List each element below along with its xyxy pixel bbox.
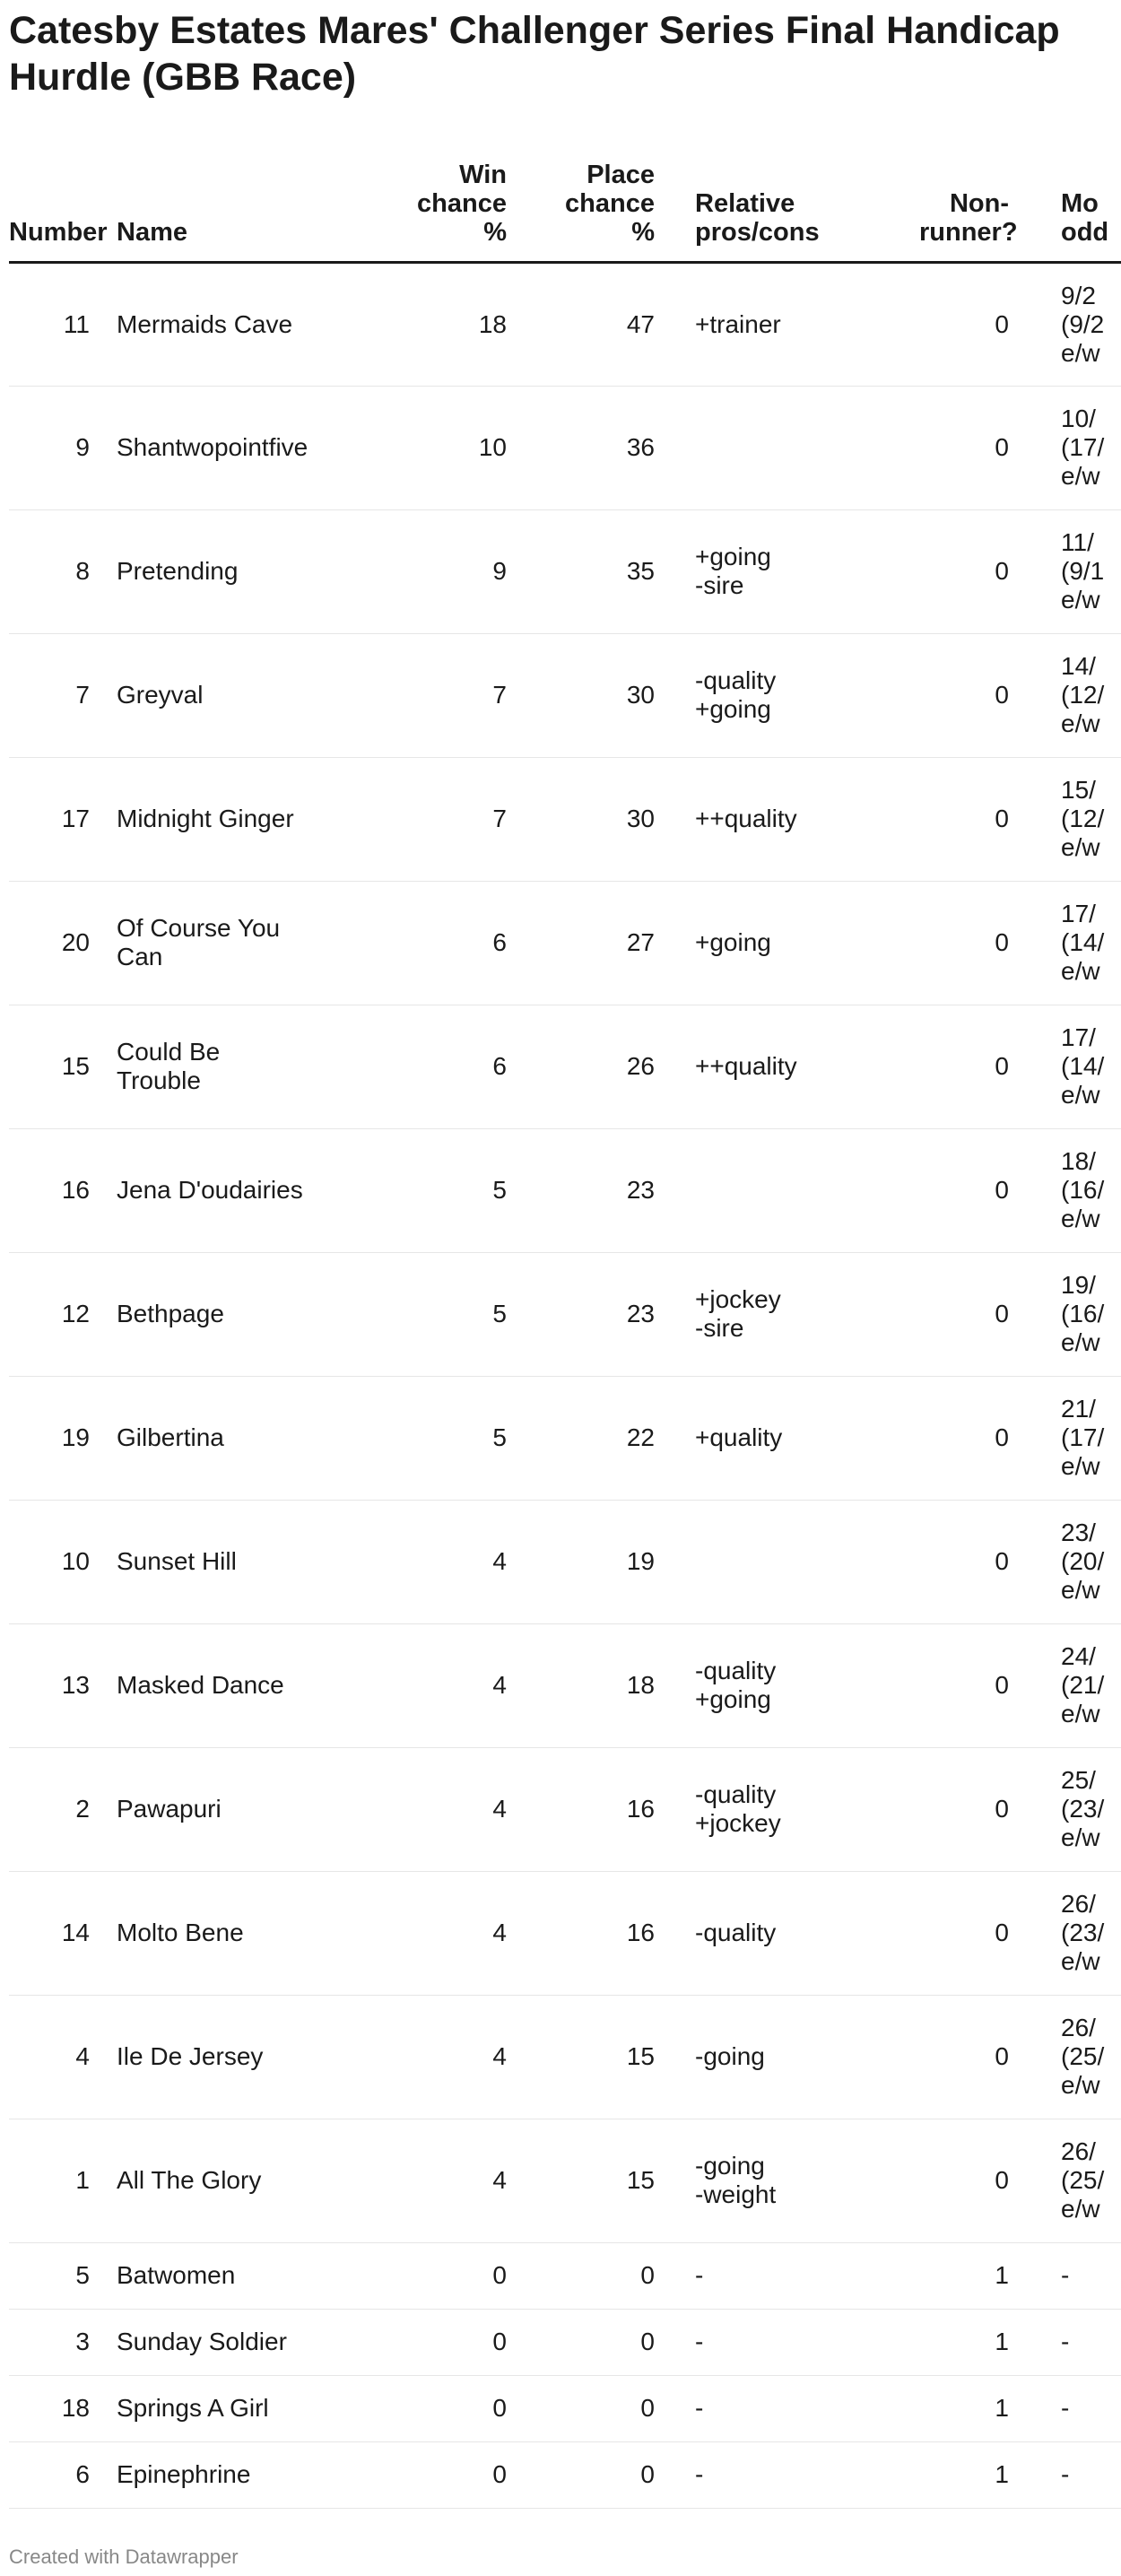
cell-non-runner: 0 [834,757,1009,881]
cell-win-chance: 4 [318,1995,507,2119]
cell-name: All The Glory [117,2119,318,2242]
cell-name: Batwomen [117,2242,318,2309]
column-header-win-chance-label: Win chance % [417,160,507,247]
cell-number: 10 [9,1500,117,1623]
cell-non-runner: 1 [834,2441,1009,2508]
cell-name: Bethpage [117,1252,318,1376]
cell-win-chance: 4 [318,1623,507,1747]
results-table [9,135,1121,2509]
column-header-relative-pros-cons-label: Relative pros/cons [695,188,820,247]
cell-odds: 23/ (20/ e/w [1009,1500,1121,1623]
cell-odds: 11/ (9/1 e/w [1009,509,1121,633]
cell-odds: 18/ (16/ e/w [1009,1128,1121,1252]
cell-non-runner: 1 [834,2375,1009,2441]
cell-non-runner: 0 [834,1005,1009,1128]
table-row [9,1376,1121,1500]
cell-number: 9 [9,386,117,509]
cell-place-chance: 18 [507,1623,655,1747]
cell-win-chance: 5 [318,1128,507,1252]
cell-relative-pros-cons: - [655,2309,834,2375]
cell-number: 20 [9,881,117,1005]
cell-place-chance: 0 [507,2375,655,2441]
cell-name: Greyval [117,633,318,757]
datawrapper-credit: Created with Datawrapper [9,2546,239,2568]
table-row [9,262,1121,386]
table-row [9,1623,1121,1747]
cell-relative-pros-cons: -quality +going [655,1623,834,1747]
cell-odds: 26/ (25/ e/w [1009,2119,1121,2242]
cell-relative-pros-cons: +going [655,881,834,1005]
table-row [9,509,1121,633]
cell-name: Mermaids Cave [117,262,318,386]
cell-place-chance: 0 [507,2309,655,2375]
cell-non-runner: 0 [834,1747,1009,1871]
cell-name: Sunday Soldier [117,2309,318,2375]
cell-place-chance: 15 [507,1995,655,2119]
table-row [9,757,1121,881]
cell-name: Sunset Hill [117,1500,318,1623]
cell-number: 3 [9,2309,117,2375]
table-row [9,2441,1121,2508]
cell-non-runner: 0 [834,881,1009,1005]
cell-win-chance: 6 [318,1005,507,1128]
cell-number: 13 [9,1623,117,1747]
cell-place-chance: 16 [507,1871,655,1995]
column-header-odds-label: Mo odd [1061,188,1109,247]
table-row [9,881,1121,1005]
cell-name: Pretending [117,509,318,633]
cell-place-chance: 36 [507,386,655,509]
cell-relative-pros-cons: +going -sire [655,509,834,633]
cell-place-chance: 35 [507,509,655,633]
cell-place-chance: 30 [507,757,655,881]
cell-odds: 9/2 (9/2 e/w [1009,262,1121,386]
cell-number: 8 [9,509,117,633]
cell-relative-pros-cons: +trainer [655,262,834,386]
table-row [9,1005,1121,1128]
column-header-number[interactable]: Number [9,135,117,262]
cell-number: 17 [9,757,117,881]
cell-number: 2 [9,1747,117,1871]
cell-win-chance: 0 [318,2309,507,2375]
table-row [9,1500,1121,1623]
cell-odds: - [1009,2242,1121,2309]
cell-non-runner: 0 [834,1376,1009,1500]
column-header-win-chance[interactable] [318,135,507,262]
cell-number: 15 [9,1005,117,1128]
cell-win-chance: 5 [318,1252,507,1376]
column-header-non-runner[interactable] [834,135,1018,262]
cell-place-chance: 23 [507,1252,655,1376]
cell-odds: - [1009,2375,1121,2441]
cell-non-runner: 0 [834,1500,1009,1623]
cell-win-chance: 4 [318,1747,507,1871]
cell-odds: 21/ (17/ e/w [1009,1376,1121,1500]
cell-relative-pros-cons: - [655,2375,834,2441]
cell-win-chance: 4 [318,1871,507,1995]
cell-place-chance: 30 [507,633,655,757]
cell-number: 12 [9,1252,117,1376]
cell-non-runner: 0 [834,1623,1009,1747]
cell-relative-pros-cons: +quality [655,1376,834,1500]
cell-win-chance: 10 [318,386,507,509]
cell-relative-pros-cons: -quality [655,1871,834,1995]
cell-name: Shantwopointfive [117,386,318,509]
table-row [9,1128,1121,1252]
cell-win-chance: 5 [318,1376,507,1500]
cell-place-chance: 15 [507,2119,655,2242]
cell-non-runner: 1 [834,2242,1009,2309]
cell-name: Gilbertina [117,1376,318,1500]
cell-number: 18 [9,2375,117,2441]
cell-non-runner: 0 [834,262,1009,386]
cell-name: Epinephrine [117,2441,318,2508]
column-header-place-chance-label: Place chance % [565,160,655,247]
cell-non-runner: 0 [834,1252,1009,1376]
cell-odds: 24/ (21/ e/w [1009,1623,1121,1747]
cell-win-chance: 18 [318,262,507,386]
column-header-place-chance[interactable] [507,135,655,262]
cell-place-chance: 22 [507,1376,655,1500]
cell-win-chance: 6 [318,881,507,1005]
cell-non-runner: 0 [834,633,1009,757]
cell-place-chance: 16 [507,1747,655,1871]
table-row [9,2375,1121,2441]
cell-win-chance: 0 [318,2375,507,2441]
cell-name: Of Course You Can [117,881,318,1005]
cell-win-chance: 0 [318,2441,507,2508]
cell-number: 5 [9,2242,117,2309]
cell-number: 1 [9,2119,117,2242]
cell-odds: 26/ (25/ e/w [1009,1995,1121,2119]
cell-place-chance: 47 [507,262,655,386]
cell-win-chance: 9 [318,509,507,633]
cell-odds: - [1009,2309,1121,2375]
cell-win-chance: 4 [318,2119,507,2242]
cell-relative-pros-cons: -quality +going [655,633,834,757]
cell-number: 14 [9,1871,117,1995]
table-row [9,2309,1121,2375]
cell-name: Masked Dance [117,1623,318,1747]
table-row [9,1747,1121,1871]
cell-place-chance: 0 [507,2441,655,2508]
column-header-relative-pros-cons[interactable] [655,135,834,262]
cell-name: Pawapuri [117,1747,318,1871]
cell-odds: 17/ (14/ e/w [1009,881,1121,1005]
cell-place-chance: 0 [507,2242,655,2309]
cell-number: 4 [9,1995,117,2119]
cell-odds: - [1009,2441,1121,2508]
cell-name: Ile De Jersey [117,1995,318,2119]
table-row [9,2242,1121,2309]
cell-number: 19 [9,1376,117,1500]
table-row [9,1995,1121,2119]
cell-non-runner: 0 [834,1871,1009,1995]
cell-non-runner: 0 [834,386,1009,509]
cell-relative-pros-cons: -going [655,1995,834,2119]
table-body [9,262,1121,2508]
table-row [9,1871,1121,1995]
table-row [9,1252,1121,1376]
cell-number: 6 [9,2441,117,2508]
column-header-name[interactable]: Name [117,135,318,262]
cell-place-chance: 19 [507,1500,655,1623]
table-row [9,386,1121,509]
chart-title: Catesby Estates Mares' Challenger Series Final Handicap Hurdle (GBB Race) [9,9,1060,99]
cell-odds: 19/ (16/ e/w [1009,1252,1121,1376]
table-row [9,633,1121,757]
cell-name: Midnight Ginger [117,757,318,881]
cell-odds: 17/ (14/ e/w [1009,1005,1121,1128]
cell-odds: 10/ (17/ e/w [1009,386,1121,509]
cell-relative-pros-cons: ++quality [655,757,834,881]
cell-non-runner: 0 [834,1128,1009,1252]
cell-name: Molto Bene [117,1871,318,1995]
cell-relative-pros-cons [655,1500,834,1623]
cell-relative-pros-cons [655,386,834,509]
cell-odds: 15/ (12/ e/w [1009,757,1121,881]
column-header-odds[interactable] [1009,135,1121,262]
cell-relative-pros-cons: - [655,2242,834,2309]
cell-place-chance: 26 [507,1005,655,1128]
cell-place-chance: 27 [507,881,655,1005]
cell-name: Springs A Girl [117,2375,318,2441]
table-row [9,2119,1121,2242]
cell-relative-pros-cons [655,1128,834,1252]
column-header-non-runner-label: Non-runner? [919,188,1018,247]
cell-number: 11 [9,262,117,386]
cell-win-chance: 7 [318,633,507,757]
cell-non-runner: 1 [834,2309,1009,2375]
cell-odds: 14/ (12/ e/w [1009,633,1121,757]
cell-number: 16 [9,1128,117,1252]
cell-name: Could Be Trouble [117,1005,318,1128]
cell-relative-pros-cons: ++quality [655,1005,834,1128]
cell-odds: 26/ (23/ e/w [1009,1871,1121,1995]
cell-relative-pros-cons: -quality +jockey [655,1747,834,1871]
results-table-container [0,135,1109,2509]
cell-odds: 25/ (23/ e/w [1009,1747,1121,1871]
cell-non-runner: 0 [834,1995,1009,2119]
cell-non-runner: 0 [834,509,1009,633]
cell-win-chance: 4 [318,1500,507,1623]
header-row [9,135,1121,262]
cell-name: Jena D'oudairies [117,1128,318,1252]
cell-relative-pros-cons: - [655,2441,834,2508]
cell-non-runner: 0 [834,2119,1009,2242]
cell-win-chance: 7 [318,757,507,881]
cell-relative-pros-cons: -going -weight [655,2119,834,2242]
cell-relative-pros-cons: +jockey -sire [655,1252,834,1376]
cell-number: 7 [9,633,117,757]
cell-place-chance: 23 [507,1128,655,1252]
cell-win-chance: 0 [318,2242,507,2309]
